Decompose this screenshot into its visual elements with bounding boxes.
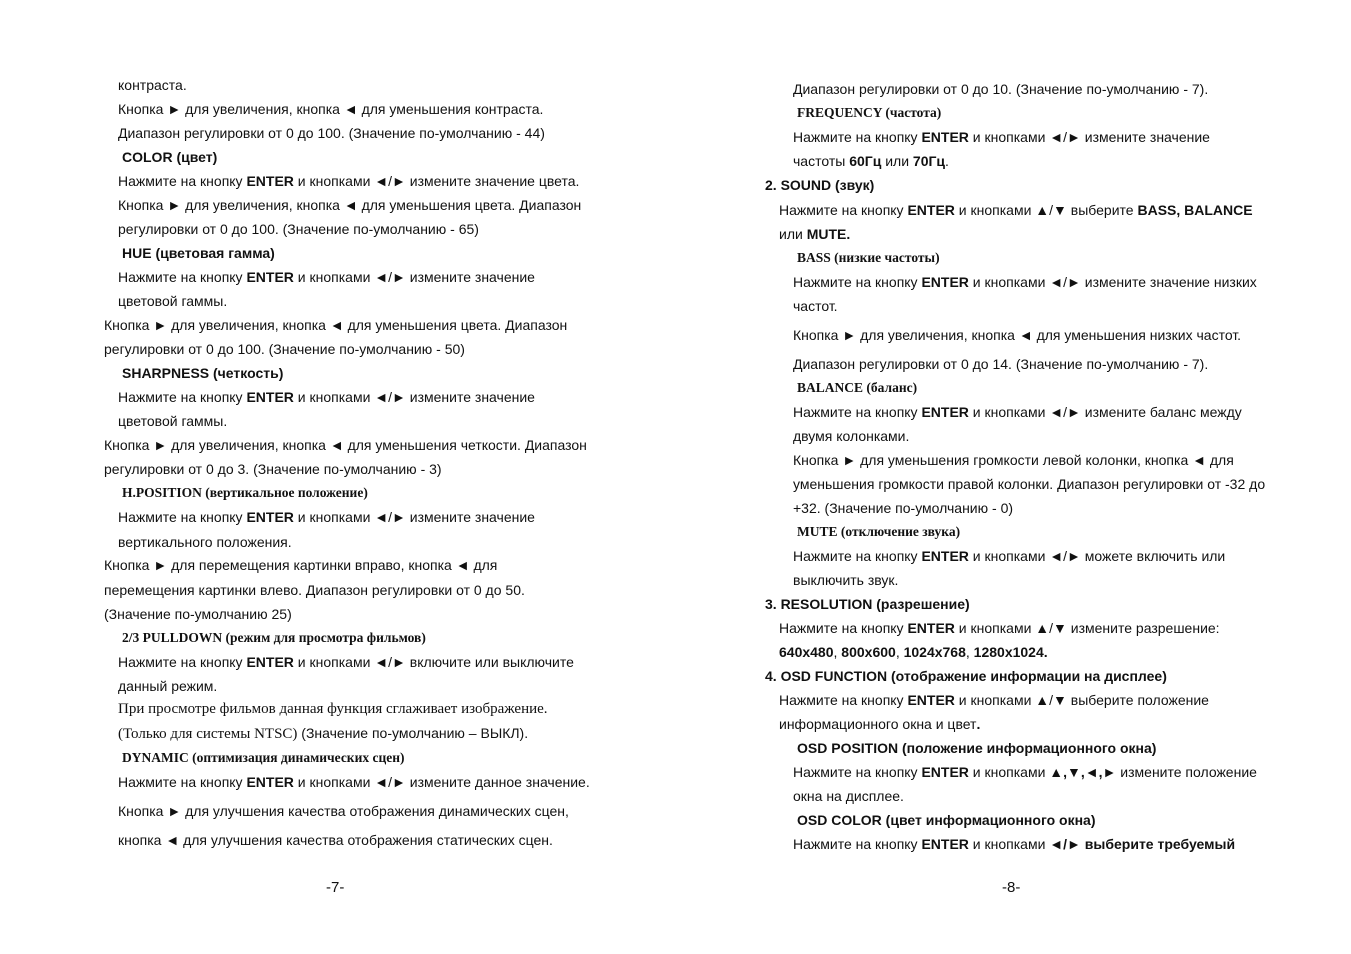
- text-line: Нажмите на кнопку ENTER и кнопками ◄/► можете включить или: [793, 548, 1226, 564]
- section-heading: FREQUENCY (частота): [797, 105, 942, 120]
- text-line: Нажмите на кнопку ENTER и кнопками ◄/► выберите требуемый: [793, 836, 1236, 852]
- text-line: Нажмите на кнопку ENTER и кнопками ◄/► измените значение: [793, 129, 1210, 145]
- section-heading: H.POSITION (вертикальное положение): [122, 485, 368, 500]
- text-line: Нажмите на кнопку ENTER и кнопками ◄/► измените значение цвета.: [118, 173, 580, 189]
- text-line: регулировки от 0 до 100. (Значение по-умолчанию - 50): [104, 341, 465, 357]
- text-line: Нажмите на кнопку ENTER и кнопками ◄/► измените данное значение.: [118, 774, 590, 790]
- text-line: 640x480, 800x600, 1024x768, 1280x1024.: [779, 644, 1048, 660]
- text-line: Нажмите на кнопку ENTER и кнопками ▲/▼ выберите положение: [779, 692, 1209, 708]
- text-line: регулировки от 0 до 3. (Значение по-умолчанию - 3): [104, 461, 442, 477]
- text-line: выключить звук.: [793, 572, 899, 588]
- section-heading: BASS (низкие частоты): [797, 250, 940, 265]
- text-line: Нажмите на кнопку ENTER и кнопками ◄/► измените баланс между: [793, 404, 1242, 420]
- text-line: Диапазон регулировки от 0 до 10. (Значение по-умолчанию - 7).: [793, 81, 1209, 97]
- page-number: -7-: [326, 879, 345, 896]
- section-heading: HUE (цветовая гамма): [122, 245, 275, 261]
- text-line: регулировки от 0 до 100. (Значение по-умолчанию - 65): [118, 221, 479, 237]
- text-line: цветовой гаммы.: [118, 293, 228, 309]
- section-heading: 2. SOUND (звук): [765, 177, 875, 193]
- section-heading: 3. RESOLUTION (разрешение): [765, 596, 970, 612]
- text-line: Диапазон регулировки от 0 до 100. (Значение по-умолчанию - 44): [118, 125, 545, 141]
- text-line: Нажмите на кнопку ENTER и кнопками ◄/► включите или выключите: [118, 654, 574, 670]
- text-line: двумя колонками.: [793, 428, 910, 444]
- page-number: -8-: [1002, 879, 1021, 896]
- text-line: перемещения картинки влево. Диапазон регулировки от 0 до 50.: [104, 582, 525, 598]
- text-line: информационного окна и цвет.: [779, 716, 981, 732]
- text-line: Диапазон регулировки от 0 до 14. (Значение по-умолчанию - 7).: [793, 356, 1209, 372]
- text-line: Кнопка ► для увеличения, кнопка ◄ для уменьшения четкости. Диапазон: [104, 437, 587, 453]
- text-line: уменьшения громкости правой колонки. Диапазон регулировки от -32 до: [793, 476, 1266, 492]
- text-line: При просмотре фильмов данная функция сглаживает изображение.: [118, 701, 548, 717]
- text-line: (Только для системы NTSC) (Значение по-умолчанию – ВЫКЛ).: [118, 725, 529, 742]
- text-line: частоты 60Гц или 70Гц.: [793, 153, 949, 169]
- text-line: Кнопка ► для увеличения, кнопка ◄ для уменьшения цвета. Диапазон: [104, 317, 568, 333]
- text-line: или MUTE.: [779, 226, 851, 242]
- section-heading: 4. OSD FUNCTION (отображение информации на дисплее): [765, 668, 1167, 684]
- text-line: цветовой гаммы.: [118, 413, 228, 429]
- section-heading: OSD COLOR (цвет информационного окна): [797, 812, 1096, 828]
- text-line: кнопка ◄ для улучшения качества отображения статических сцен.: [118, 832, 553, 848]
- text-line: Нажмите на кнопку ENTER и кнопками ◄/► измените значение: [118, 269, 535, 285]
- text-line: Кнопка ► для увеличения, кнопка ◄ для уменьшения контраста.: [118, 101, 544, 117]
- text-line: Кнопка ► для увеличения, кнопка ◄ для уменьшения низких частот.: [793, 327, 1242, 343]
- text-line: Кнопка ► для увеличения, кнопка ◄ для уменьшения цвета. Диапазон: [118, 197, 582, 213]
- text-line: +32. (Значение по-умолчанию - 0): [793, 500, 1014, 516]
- text-line: Нажмите на кнопку ENTER и кнопками ◄/► измените значение: [118, 509, 535, 525]
- text-line: вертикального положения.: [118, 534, 292, 550]
- text-line: окна на дисплее.: [793, 788, 904, 804]
- section-heading: SHARPNESS (четкость): [122, 365, 284, 381]
- text-line: Нажмите на кнопку ENTER и кнопками ▲/▼ измените разрешение:: [779, 620, 1220, 636]
- text-line: Нажмите на кнопку ENTER и кнопками ▲,▼,◄,► измените положение: [793, 764, 1257, 780]
- text-line: данный режим.: [118, 678, 218, 694]
- text-line: Нажмите на кнопку ENTER и кнопками ◄/► измените значение низких: [793, 274, 1257, 290]
- section-heading: OSD POSITION (положение информационного окна): [797, 740, 1157, 756]
- text-line: контраста.: [118, 77, 187, 93]
- section-heading: BALANCE (баланс): [797, 380, 918, 395]
- text-line: Кнопка ► для улучшения качества отображения динамических сцен,: [118, 803, 569, 819]
- text-line: частот.: [793, 298, 838, 314]
- section-heading: DYNAMIC (оптимизация динамических сцен): [122, 750, 405, 765]
- text-line: Нажмите на кнопку ENTER и кнопками ◄/► измените значение: [118, 389, 535, 405]
- section-heading: COLOR (цвет): [122, 149, 218, 165]
- text-line: Нажмите на кнопку ENTER и кнопками ▲/▼ выберите BASS, BALANCE: [779, 202, 1253, 218]
- text-line: Кнопка ► для перемещения картинки вправо, кнопка ◄ для: [104, 557, 498, 573]
- section-heading: 2/3 PULLDOWN (режим для просмотра фильмов): [122, 630, 426, 645]
- text-line: (Значение по-умолчанию 25): [104, 606, 292, 622]
- section-heading: MUTE (отключение звука): [797, 524, 961, 539]
- text-line: Кнопка ► для уменьшения громкости левой колонки, кнопка ◄ для: [793, 452, 1234, 468]
